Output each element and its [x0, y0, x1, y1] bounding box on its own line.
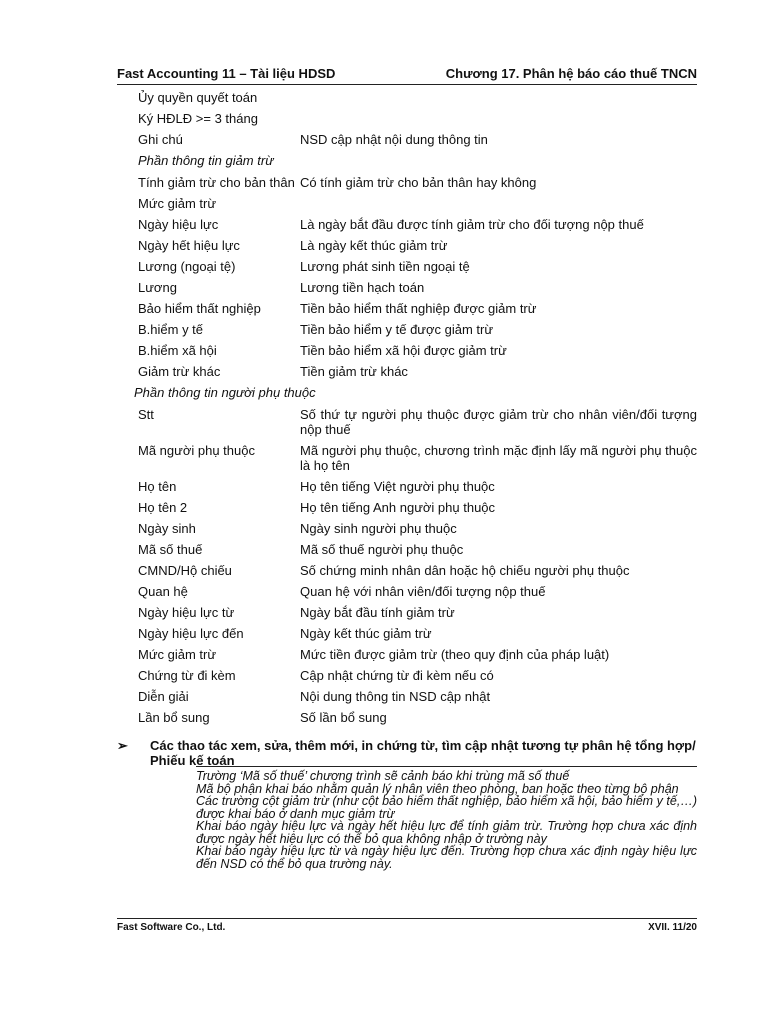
- field-description: [300, 90, 697, 111]
- field-description: Cập nhật chứng từ đi kèm nếu có: [300, 668, 494, 683]
- field-row: [138, 217, 697, 238]
- field-label: Lương (ngoại tệ): [138, 259, 236, 274]
- field-row: [138, 500, 697, 521]
- field-row: [138, 364, 697, 385]
- field-label: Ngày hiệu lực: [138, 217, 219, 232]
- footer-company: Fast Software Co., Ltd.: [117, 922, 226, 933]
- bullet-text: Các thao tác xem, sửa, thêm mới, in chứng từ, tìm cập nhật tương tự phân hệ tổng hợp/ Phiếu kế toán: [150, 738, 696, 768]
- field-row: [138, 322, 697, 343]
- field-row: [138, 479, 697, 500]
- field-description: Nội dung thông tin NSD cập nhật: [300, 689, 491, 704]
- field-row: [138, 196, 697, 217]
- field-label: B.hiểm xã hội: [138, 343, 217, 358]
- field-description-list: [134, 90, 697, 731]
- field-label: Mã số thuế: [138, 542, 203, 557]
- field-description: Họ tên tiếng Anh người phụ thuộc: [300, 500, 496, 515]
- field-description: Quan hệ với nhân viên/đối tượng nộp thuế: [300, 584, 546, 599]
- field-label: Ký HĐLĐ >= 3 tháng: [138, 111, 258, 126]
- field-description: [300, 196, 697, 217]
- field-description: Số chứng minh nhân dân hoặc hộ chiếu người phụ thuộc: [300, 563, 630, 578]
- header-doc-title: Fast Accounting 11 – Tài liệu HDSD: [117, 66, 336, 81]
- page-footer: [117, 918, 697, 933]
- field-label: Ủy quyền quyết toán: [138, 90, 258, 105]
- field-row: [138, 647, 697, 668]
- field-row: [138, 584, 697, 605]
- arrow-bullet-icon: ➢: [117, 738, 128, 753]
- field-row: [138, 111, 697, 132]
- field-label: Quan hệ: [138, 584, 188, 599]
- field-row: [138, 521, 697, 542]
- field-description: [300, 111, 697, 132]
- field-row: [138, 542, 697, 563]
- field-description: Lương tiền hạch toán: [300, 280, 425, 295]
- note-item: Các trường cột giảm trừ (như cột bảo hiểm thất nghiệp, bảo hiểm xã hội, bảo hiểm y tế,…) được khai báo ở danh mục giảm trừ: [196, 794, 697, 821]
- field-label: Bảo hiểm thất nghiệp: [138, 301, 261, 316]
- field-description: Họ tên tiếng Việt người phụ thuộc: [300, 479, 495, 494]
- field-label: CMND/Hộ chiếu: [138, 563, 232, 578]
- field-row: [138, 238, 697, 259]
- field-description: Mã số thuế người phụ thuộc: [300, 542, 464, 557]
- footer-page-number: XVII. 11/20: [648, 922, 697, 933]
- field-label: Giảm trừ khác: [138, 364, 221, 379]
- field-description: Số lần bổ sung: [300, 710, 387, 725]
- field-description: Ngày kết thúc giảm trừ: [300, 626, 432, 641]
- field-description: Tiền bảo hiểm xã hội được giảm trừ: [300, 343, 507, 358]
- field-row: [138, 175, 697, 196]
- field-row: [138, 343, 697, 364]
- field-description: Có tính giảm trừ cho bản thân hay không: [300, 175, 537, 190]
- field-description: Tiền bảo hiểm y tế được giảm trừ: [300, 322, 494, 337]
- note-item: Mã bộ phận khai báo nhằm quản lý nhân viên theo phòng, ban hoặc theo từng bộ phận: [196, 781, 679, 796]
- field-description: Mức tiền được giảm trừ (theo quy định của pháp luật): [300, 647, 610, 662]
- field-description: Ngày sinh người phụ thuộc: [300, 521, 457, 536]
- notes-box: [196, 766, 697, 870]
- note-item: Khai báo ngày hiệu lực và ngày hết hiệu lực để tính giảm trừ. Trường hợp chưa xác định được ngày hết hiệu lực có thể bỏ qua không nhập ở trường này: [196, 819, 697, 846]
- field-row: [138, 90, 697, 111]
- note-item: Trường ‘Mã số thuế’ chương trình sẽ cảnh báo khi trùng mã số thuế: [196, 769, 570, 783]
- field-description: Tiền bảo hiểm thất nghiệp được giảm trừ: [300, 301, 537, 316]
- field-label: Ngày sinh: [138, 521, 196, 536]
- field-row: [138, 710, 697, 731]
- field-description: Số thứ tự người phụ thuộc được giảm trừ cho nhân viên/đối tượng nộp thuế: [300, 407, 697, 437]
- field-description: Lương phát sinh tiền ngoại tệ: [300, 259, 470, 274]
- section-heading-phu-thuoc: Phần thông tin người phụ thuộc: [134, 385, 316, 400]
- field-label: Mức giảm trừ: [138, 196, 217, 211]
- field-description: Ngày bắt đầu tính giảm trừ: [300, 605, 455, 620]
- field-label: Chứng từ đi kèm: [138, 668, 236, 683]
- field-description: NSD cập nhật nội dung thông tin: [300, 132, 488, 147]
- field-label: Ngày hiệu lực từ: [138, 605, 235, 620]
- section-heading-giam-tru: Phần thông tin giảm trừ: [138, 153, 274, 168]
- field-description: Là ngày bắt đầu được tính giảm trừ cho đối tượng nộp thuế: [300, 217, 644, 232]
- field-row: [138, 443, 697, 479]
- field-label: B.hiểm y tế: [138, 322, 204, 337]
- field-row: [138, 689, 697, 710]
- field-row: [138, 626, 697, 647]
- field-label: Họ tên: [138, 479, 177, 494]
- header-chapter-title: Chương 17. Phân hệ báo cáo thuế TNCN: [445, 66, 697, 81]
- field-row: [138, 668, 697, 689]
- field-description: Là ngày kết thúc giảm trừ: [300, 238, 448, 253]
- field-row: [138, 563, 697, 584]
- field-label: Ngày hết hiệu lực: [138, 238, 240, 253]
- field-row: [138, 132, 697, 153]
- note-item: Khai báo ngày hiệu lực từ và ngày hiệu lực đến. Trường hợp chưa xác định ngày hiệu lực đến NSD có thể bỏ qua trường này.: [196, 844, 697, 871]
- field-label: Ngày hiệu lực đến: [138, 626, 244, 641]
- field-label: Mã người phụ thuộc: [138, 443, 255, 458]
- field-label: Họ tên 2: [138, 500, 188, 515]
- field-description: Mã người phụ thuộc, chương trình mặc định lấy mã người phụ thuộc là họ tên: [300, 443, 697, 473]
- field-label: Tính giảm trừ cho bản thân: [138, 175, 295, 190]
- field-row: [138, 301, 697, 322]
- field-row: [138, 280, 697, 301]
- field-label: Ghi chú: [138, 132, 183, 147]
- bullet-item: [117, 738, 697, 768]
- field-row: [138, 259, 697, 280]
- field-row: [138, 605, 697, 626]
- page-header: [117, 66, 697, 85]
- field-row: [138, 407, 697, 443]
- field-label: Lương: [138, 280, 177, 295]
- field-label: Mức giảm trừ: [138, 647, 217, 662]
- field-description: Tiền giảm trừ khác: [300, 364, 408, 379]
- field-label: Lần bổ sung: [138, 710, 210, 725]
- field-label: Stt: [138, 407, 154, 422]
- field-label: Diễn giải: [138, 689, 189, 704]
